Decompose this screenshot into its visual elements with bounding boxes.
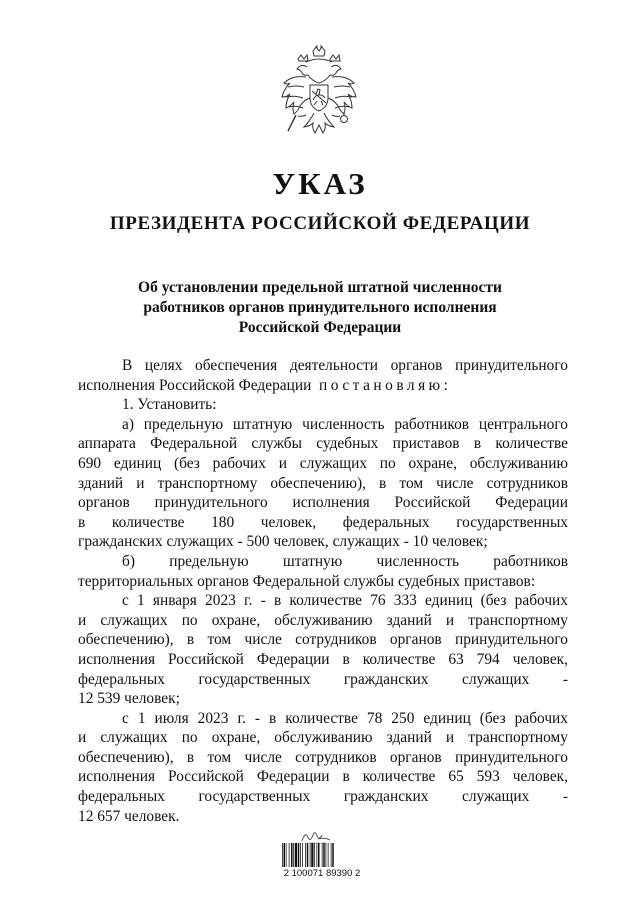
body-line: гражданских служащих - 500 человек, служащих - 10 человек; [78, 533, 488, 551]
body-line: федеральных государственных гражданских служащих - [78, 788, 568, 806]
body-line [78, 376, 568, 396]
document-subtitle: ПРЕЗИДЕНТА РОССИЙСКОЙ ФЕДЕРАЦИИ [109, 213, 531, 234]
decree-heading [80, 278, 560, 338]
body-text-spaced: постановляю: [319, 376, 452, 394]
body-line: 1. Установить: [122, 396, 217, 414]
body-line: В целях обеспечения деятельности органов принудительного [122, 357, 568, 374]
body-line: с 1 июля 2023 г. - в количестве 78 250 единиц (без рабочих [122, 709, 568, 727]
body-line: 690 единиц (без рабочих и служащих по охране, обслуживанию [78, 454, 568, 472]
decree-heading-line: работников органов принудительного исполнения [143, 299, 497, 316]
decree-body [78, 356, 568, 826]
body-text: исполнения Российской Федерации [78, 376, 312, 394]
barcode-number: 2 100071 89390 2 [283, 868, 361, 879]
decree-heading-line: Российской Федерации [238, 319, 402, 336]
body-line: а) предельную штатную численность работников центрального [122, 415, 568, 433]
coat-of-arms-icon [276, 45, 362, 141]
body-line: обеспечению), в том числе сотрудников органов принудительного [78, 631, 568, 649]
body-line: 12 657 человек. [78, 807, 180, 825]
body-line: б) предельную штатную численность работников [122, 552, 568, 570]
document-title: УКАЗ [272, 166, 368, 201]
decree-heading-line: Об установлении предельной штатной численности [138, 279, 502, 296]
body-line: зданий и транспортному обеспечению), в том числе сотрудников [78, 474, 568, 492]
body-line: исполнения Российской Федерации в количестве 65 593 человек, [78, 768, 568, 786]
barcode-icon [281, 843, 353, 867]
body-line: федеральных государственных гражданских служащих - [78, 670, 568, 688]
body-line: в количестве 180 человек, федеральных государственных [78, 513, 568, 531]
body-line: и служащих по охране, обслуживанию зданий и транспортному [78, 729, 568, 747]
body-line: с 1 января 2023 г. - в количестве 76 333 единиц (без рабочих [122, 592, 568, 610]
body-line: и служащих по охране, обслуживанию зданий и транспортному [78, 611, 568, 629]
body-line: аппарата Федеральной службы судебных приставов в количестве [78, 435, 568, 453]
body-line: органов принудительного исполнения Российской Федерации [78, 494, 568, 512]
body-line: территориальных органов Федеральной службы судебных приставов: [78, 572, 536, 590]
body-line: 12 539 человек; [78, 690, 180, 708]
body-line: обеспечению), в том числе сотрудников органов принудительного [78, 748, 568, 766]
body-line: исполнения Российской Федерации в количестве 63 794 человек, [78, 650, 568, 668]
